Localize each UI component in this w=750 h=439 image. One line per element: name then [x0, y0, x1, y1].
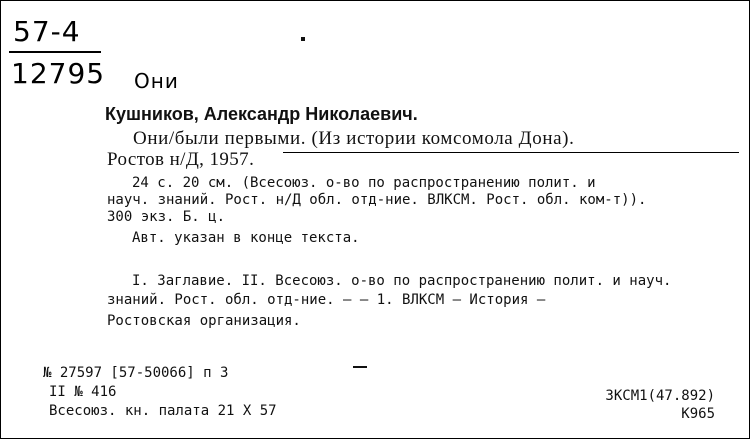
pen-mark: [353, 366, 367, 368]
specks: [301, 37, 305, 41]
description-line-1: 24 с. 20 см. (Всесоюз. о-во по распространению полит. и: [132, 175, 596, 191]
handwritten-shelf-mark: 57-4: [13, 15, 81, 48]
description-line-2: науч. знаний. Рост. н/Д обл. отд-ние. ВЛКСМ. Рост. обл. ком-т)).: [107, 192, 647, 208]
author-heading: Кушников, Александр Николаевич.: [105, 104, 418, 124]
subjects-line-3: Ростовская организация.: [107, 313, 301, 329]
publisher-chamber: Всесоюз. кн. палата 21 X 57: [49, 403, 277, 419]
title-underline: [283, 152, 739, 153]
subjects-line-2: знаний. Рост. обл. отд-ние. — — 1. ВЛКСМ — История —: [107, 292, 546, 308]
classification-code: 3КСМ1(47.892): [605, 388, 715, 404]
handwritten-underline: [9, 51, 101, 53]
handwritten-filing-word: Они: [134, 69, 179, 93]
subjects-line-1: I. Заглавие. II. Всесоюз. о-во по распространению полит. и науч.: [132, 273, 672, 289]
author-mark: К965: [681, 406, 715, 422]
handwritten-number: 12795: [11, 57, 106, 90]
title-line-1: Они/были первыми. (Из истории комсомола Дона).: [133, 128, 575, 149]
registration-number: № 27597 [57-50066] п 3: [43, 365, 229, 381]
title-line-2: Ростов н/Д, 1957.: [107, 149, 255, 170]
author-note: Авт. указан в конце текста.: [132, 230, 360, 246]
description-line-3: 300 экз. Б. ц.: [107, 209, 226, 225]
registration-number-2: II № 416: [49, 384, 117, 400]
